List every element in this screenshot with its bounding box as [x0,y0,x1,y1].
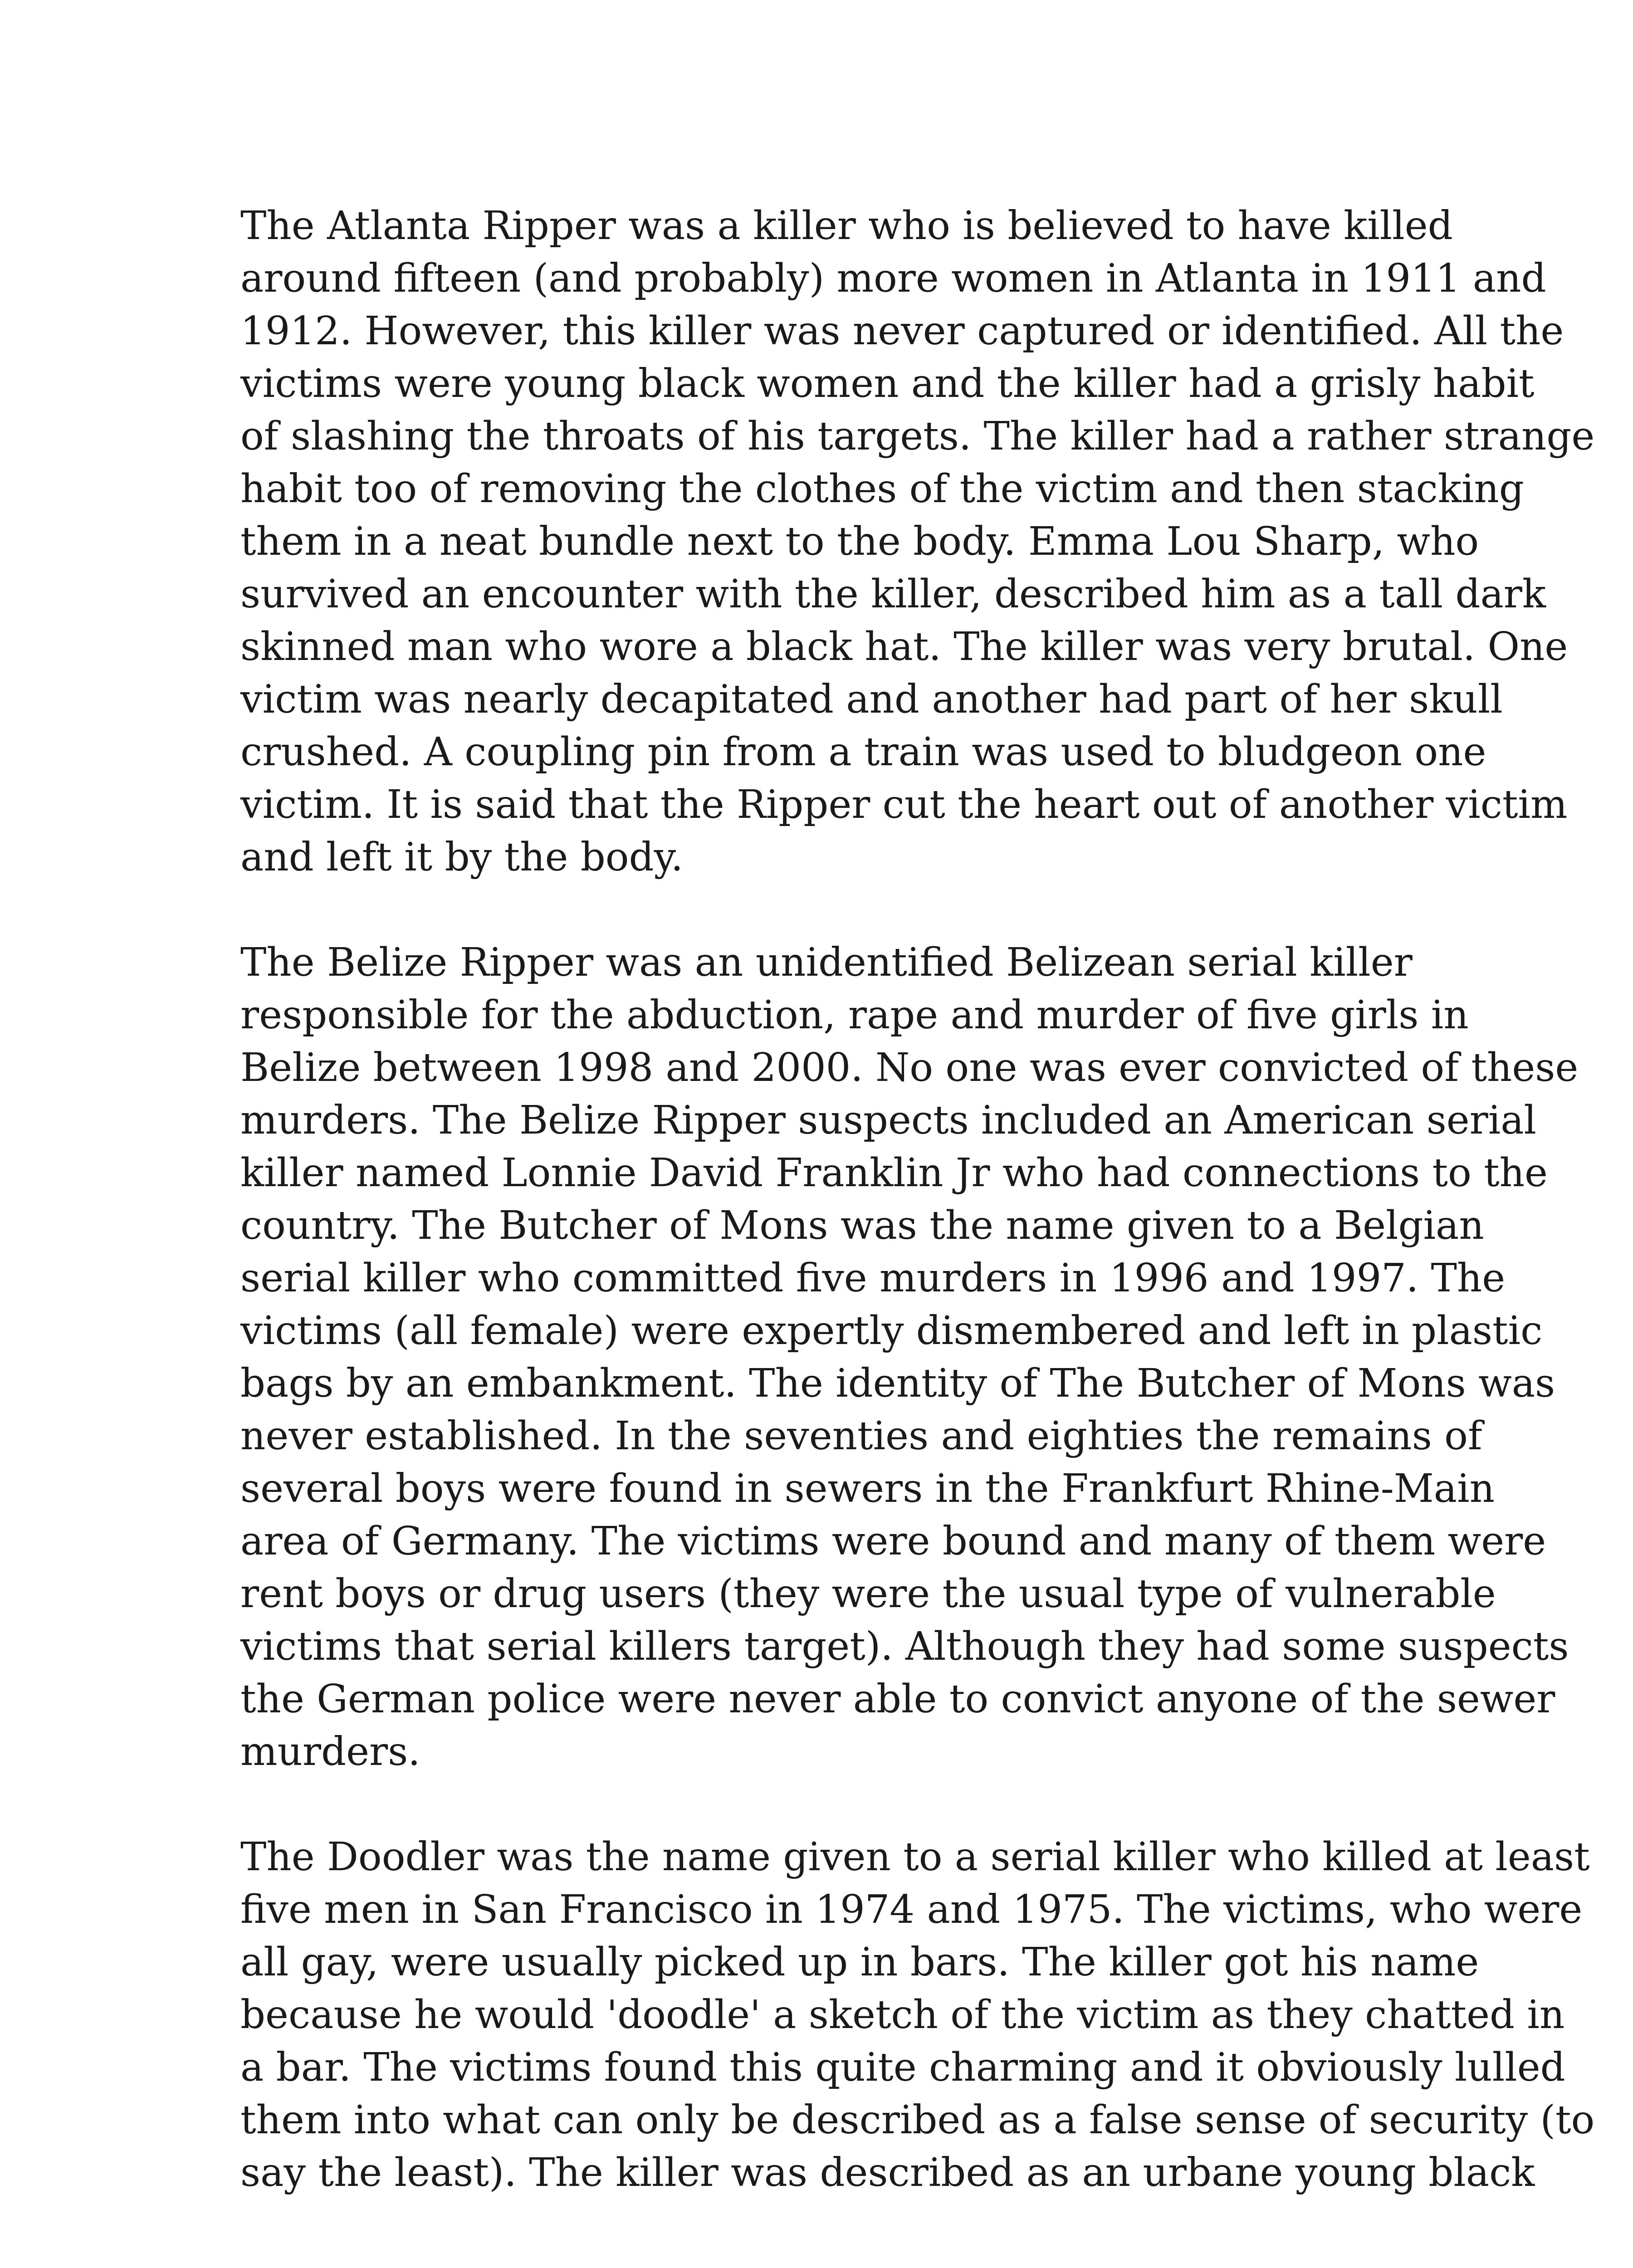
text-line: victims that serial killers target). Although they had some suspects [240,1624,1569,1669]
text-line: serial killer who committed five murders in 1996 and 1997. The [240,1256,1506,1301]
body-text [240,200,1595,2199]
paragraph-belize-ripper [240,936,1579,1778]
text-line: area of Germany. The victims were bound and many of them were [240,1519,1546,1564]
paragraph-spacer [240,884,1506,936]
text-line: never established. In the seventies and eighties the remains of [240,1413,1482,1459]
text-line: responsible for the abduction, rape and murder of five girls in [240,992,1469,1038]
text-line: survived an encounter with the killer, described him as a tall dark [240,572,1546,617]
text-line: murders. The Belize Ripper suspects included an American serial [240,1098,1537,1143]
text-line: the German police were never able to convict anyone of the sewer [240,1677,1555,1722]
text-line: and left it by the body. [240,835,684,880]
text-line: skinned man who wore a black hat. The killer was very brutal. One [240,624,1568,670]
text-line: all gay, were usually picked up in bars. The killer got his name [240,1940,1479,1985]
paragraph-doodler [240,1831,1595,2199]
text-line: killer named Lonnie David Franklin Jr who had connections to the [240,1150,1548,1196]
text-line: them into what can only be described as a false sense of security (to [240,2097,1595,2143]
text-line: The Belize Ripper was an unidentified Belizean serial killer [240,940,1413,985]
text-line: crushed. A coupling pin from a train was used to bludgeon one [240,729,1486,775]
text-line: 1912. However, this killer was never captured or identified. All the [240,308,1564,354]
text-line: victim was nearly decapitated and another had part of her skull [240,677,1503,722]
text-line: say the least). The killer was described as an urbane young black [240,2150,1535,2195]
text-line: The Atlanta Ripper was a killer who is believed to have killed [240,203,1453,249]
text-line: The Doodler was the name given to a serial killer who killed at least [240,1834,1590,1880]
text-line: five men in San Francisco in 1974 and 1975. The victims, who were [240,1887,1583,1932]
text-line: several boys were found in sewers in the Frankfurt Rhine-Main [240,1466,1495,1511]
text-line: of slashing the throats of his targets. The killer had a rather strange [240,414,1595,459]
text-line: rent boys or drug users (they were the usual type of vulnerable [240,1571,1496,1617]
text-line: murders. [240,1729,420,1774]
text-line: habit too of removing the clothes of the victim and then stacking [240,466,1524,512]
text-line: because he would 'doodle' a sketch of the victim as they chatted in [240,1992,1565,2038]
text-line: victims were young black women and the killer had a grisly habit [240,361,1535,406]
text-line: around fifteen (and probably) more women in Atlanta in 1911 and [240,256,1546,301]
paragraph-spacer [240,1778,1506,1831]
text-line: Belize between 1998 and 2000. No one was ever convicted of these [240,1045,1579,1090]
text-line: victims (all female) were expertly dismembered and left in plastic [240,1308,1543,1354]
text-line: country. The Butcher of Mons was the name given to a Belgian [240,1203,1484,1248]
text-line: victim. It is said that the Ripper cut the heart out of another victim [240,782,1568,827]
text-line: bags by an embankment. The identity of The Butcher of Mons was [240,1361,1555,1406]
text-line: them in a neat bundle next to the body. Emma Lou Sharp, who [240,519,1479,564]
paragraph-atlanta-ripper [240,200,1595,884]
text-line: a bar. The victims found this quite charming and it obviously lulled [240,2045,1565,2090]
